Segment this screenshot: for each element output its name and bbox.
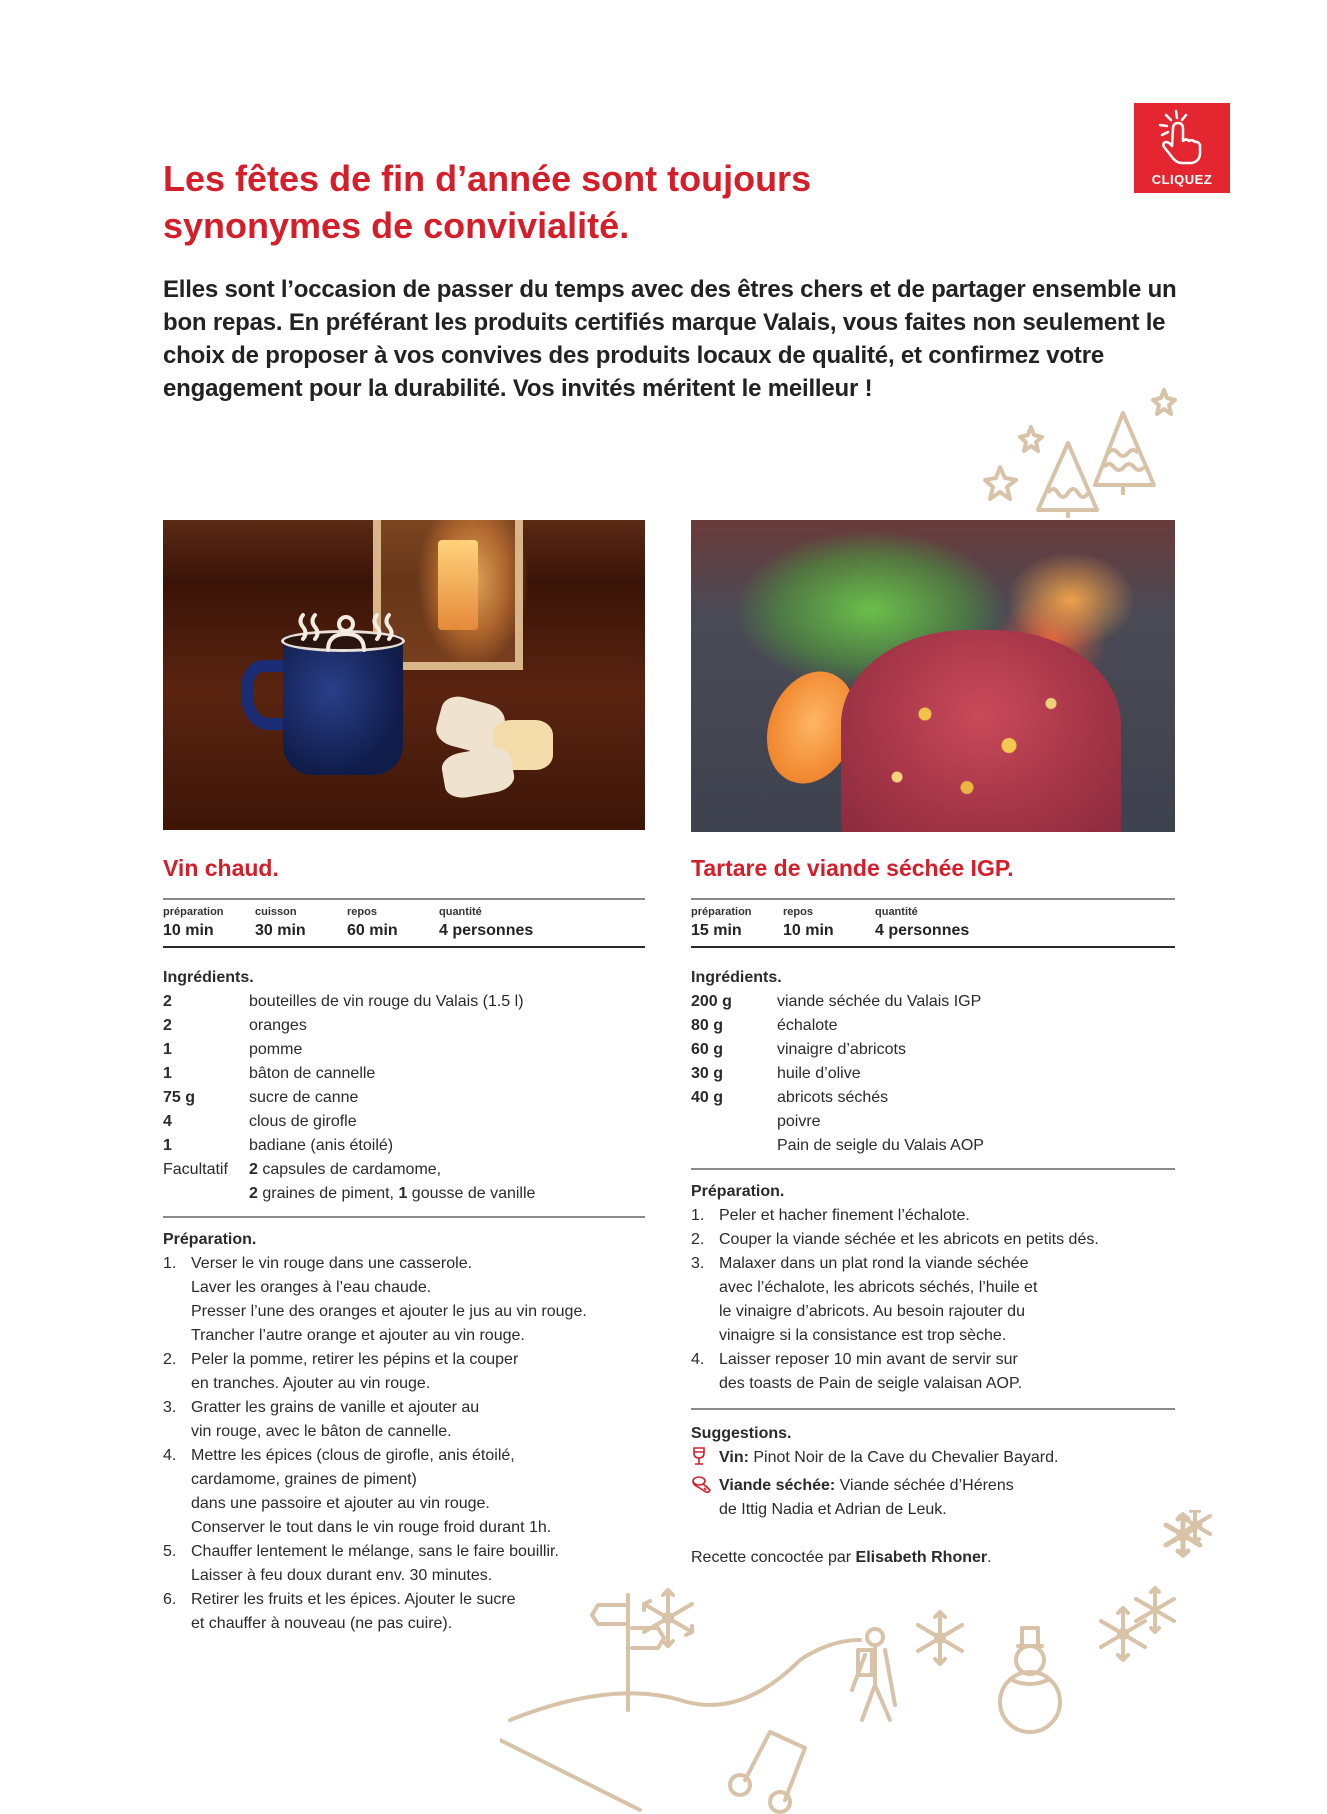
meta-preparation: préparation 15 min [691, 906, 752, 939]
ingredient-qty: 2 [163, 993, 172, 1010]
optional-line-2: 2 graines de piment, 1 gousse de vanille [249, 1185, 536, 1202]
ingredient-item: clous de girofle [249, 1113, 357, 1130]
preparation-heading: Préparation. [691, 1183, 785, 1200]
cliquez-label: CLIQUEZ [1151, 172, 1213, 187]
preparation-heading: Préparation. [163, 1231, 257, 1248]
step: 2. Couper la viande séchée et les abricots en petits dés. [691, 1231, 1099, 1248]
ingredient-qty [691, 1110, 777, 1134]
ingredient-qty: 1 [163, 1041, 172, 1058]
recipe-title: Vin chaud. [163, 855, 279, 881]
meta-repos: repos 60 min [347, 906, 398, 939]
christmas-trees-stars-decoration [970, 385, 1190, 520]
ingredient-item: abricots séchés [777, 1089, 889, 1106]
divider [691, 1168, 1175, 1170]
meta-cuisson: cuisson 30 min [255, 906, 306, 939]
ingredient-item: bouteilles de vin rouge du Valais (1.5 l) [249, 993, 524, 1010]
suggestions-heading: Suggestions. [691, 1425, 792, 1442]
recipe-meta [691, 898, 1175, 948]
ingredient-qty: 75 g [163, 1089, 196, 1106]
suggestion-meat: Viande séchée: Viande séchée d’Hérens de Ittig Nadia et Adrian de Leuk. [691, 1474, 1175, 1522]
recipe-title: Tartare de viande séchée IGP. [691, 855, 1014, 881]
recipe-credit: Recette concoctée par Elisabeth Rhoner. [691, 1549, 992, 1566]
step: 1. Verser le vin rouge dans une casserole. Laver les oranges à l’eau chaude. Presser l’une des oranges et ajouter le jus au vin rouge. Trancher l’autre orange et ajouter au vin rouge. [163, 1255, 587, 1344]
divider [163, 1216, 645, 1218]
suggestion-wine: Vin: Pinot Noir de la Cave du Chevalier Bayard. [691, 1446, 1175, 1474]
meta-quantite: quantité 4 personnes [439, 906, 534, 939]
snowflake-icon [644, 1590, 692, 1646]
ingredient-qty: 80 g [691, 1017, 724, 1034]
ingredient-item: échalote [777, 1017, 838, 1034]
snowflake-icon [1101, 1608, 1145, 1660]
step: 2. Peler la pomme, retirer les pépins et la couper en tranches. Ajouter au vin rouge. [163, 1351, 519, 1392]
optional-label: Facultatif [163, 1161, 228, 1178]
ingredient-item: bâton de cannelle [249, 1065, 376, 1082]
ingredient-qty: 40 g [691, 1089, 724, 1106]
step: 1. Peler et hacher finement l’échalote. [691, 1207, 970, 1224]
recipe-tartare [691, 855, 1175, 1570]
meta-quantite: quantité 4 personnes [875, 906, 970, 939]
ingredient-item: sucre de canne [249, 1089, 359, 1106]
optional-line-1: 2 capsules de cardamome, [249, 1161, 442, 1178]
candle [438, 540, 478, 630]
tree-icon [1038, 443, 1097, 518]
hiker-icon [852, 1629, 895, 1720]
preparation-steps [691, 1204, 1175, 1396]
lead-paragraph: Elles sont l’occasion de passer du temps avec des êtres chers et de partager ensemble un bon repas. En préférant les produits certifiés marque Valais, vous faites non seulement le choix de proposer à vos convives des produits locaux de qualité, et confirmez votre engagement pour la durabilité. Vos invités méritent le meilleur ! [163, 276, 1177, 402]
ingredient-qty: 30 g [691, 1065, 724, 1082]
recipe-meta [163, 898, 645, 948]
ingredient-item: pomme [249, 1041, 303, 1058]
ingredient-qty: 1 [163, 1065, 172, 1082]
ingredient-qty: 1 [163, 1137, 172, 1154]
ingredient-item: viande séchée du Valais IGP [777, 993, 982, 1010]
title-line-2: synonymes de convivialité. [163, 205, 630, 246]
star-icon [1153, 390, 1175, 414]
hill [500, 1640, 860, 1810]
tartare-photo [691, 520, 1175, 832]
ingredient-item: huile d’olive [777, 1065, 861, 1082]
ingredient-qty: 4 [163, 1113, 172, 1130]
step: 4. Laisser reposer 10 min avant de servir sur des toasts de Pain de seigle valaisan AOP. [691, 1351, 1023, 1392]
snowman-icon [1000, 1628, 1060, 1732]
ingredient-qty: 200 g [691, 993, 732, 1010]
tartare [841, 630, 1121, 832]
cookie [440, 744, 517, 800]
page-title [163, 155, 923, 249]
star-icon [985, 467, 1016, 499]
step: 6. Retirer les fruits et les épices. Ajouter le sucre et chauffer à nouveau (ne pas cuire). [163, 1591, 516, 1632]
ingredients-list [691, 990, 1175, 1158]
ingredient-item: oranges [249, 1017, 307, 1034]
meta-repos: repos 10 min [783, 906, 834, 939]
snowflake-icon [1136, 1588, 1174, 1632]
ingredients-heading: Ingrédients. [691, 969, 782, 986]
music-note-icon [730, 1732, 805, 1812]
title-line-1: Les fêtes de fin d’année sont toujours [163, 158, 812, 199]
cliquez-button[interactable] [1134, 103, 1230, 193]
ingredient-item: badiane (anis étoilé) [249, 1137, 394, 1154]
star-icon [1020, 427, 1042, 451]
wine-glass-icon [691, 1446, 719, 1474]
ingredient-item: Pain de seigle du Valais AOP [777, 1137, 984, 1154]
ingredient-item: poivre [777, 1113, 821, 1130]
divider [691, 1408, 1175, 1410]
step: 4. Mettre les épices (clous de girofle, anis étoilé, cardamome, graines de piment) dans une passoire et ajouter au vin rouge. Conserver le tout dans le vin rouge froid durant 1h. [163, 1447, 552, 1536]
step: 3. Gratter les grains de vanille et ajouter au vin rouge, avec le bâton de cannelle. [163, 1399, 480, 1440]
ingredient-qty: 2 [163, 1017, 172, 1034]
ingredients-list [163, 990, 645, 1206]
step: 3. Malaxer dans un plat rond la viande séchée avec l’échalote, les abricots séchés, l’huile et le vinaigre d’abricots. Au besoin rajouter du vinaigre si la consistance est trop sèche. [691, 1255, 1038, 1344]
hot-drink-steam-icon [291, 610, 401, 660]
hand-pointer-icon [1156, 109, 1208, 165]
ingredient-qty: 60 g [691, 1041, 724, 1058]
meta-preparation: préparation 10 min [163, 906, 224, 939]
ingredient-qty [691, 1134, 777, 1158]
step: 5. Chauffer lentement le mélange, sans le faire bouillir. Laisser à feu doux durant env. 30 minutes. [163, 1543, 559, 1584]
vin-chaud-photo [163, 520, 645, 830]
tree-icon [1095, 413, 1154, 495]
ingredient-item: vinaigre d’abricots [777, 1041, 906, 1058]
author-name: Elisabeth Rhoner [855, 1549, 988, 1566]
snowflake-icon [1158, 1510, 1208, 1560]
ingredients-heading: Ingrédients. [163, 969, 254, 986]
snowflake-icon [918, 1612, 962, 1664]
